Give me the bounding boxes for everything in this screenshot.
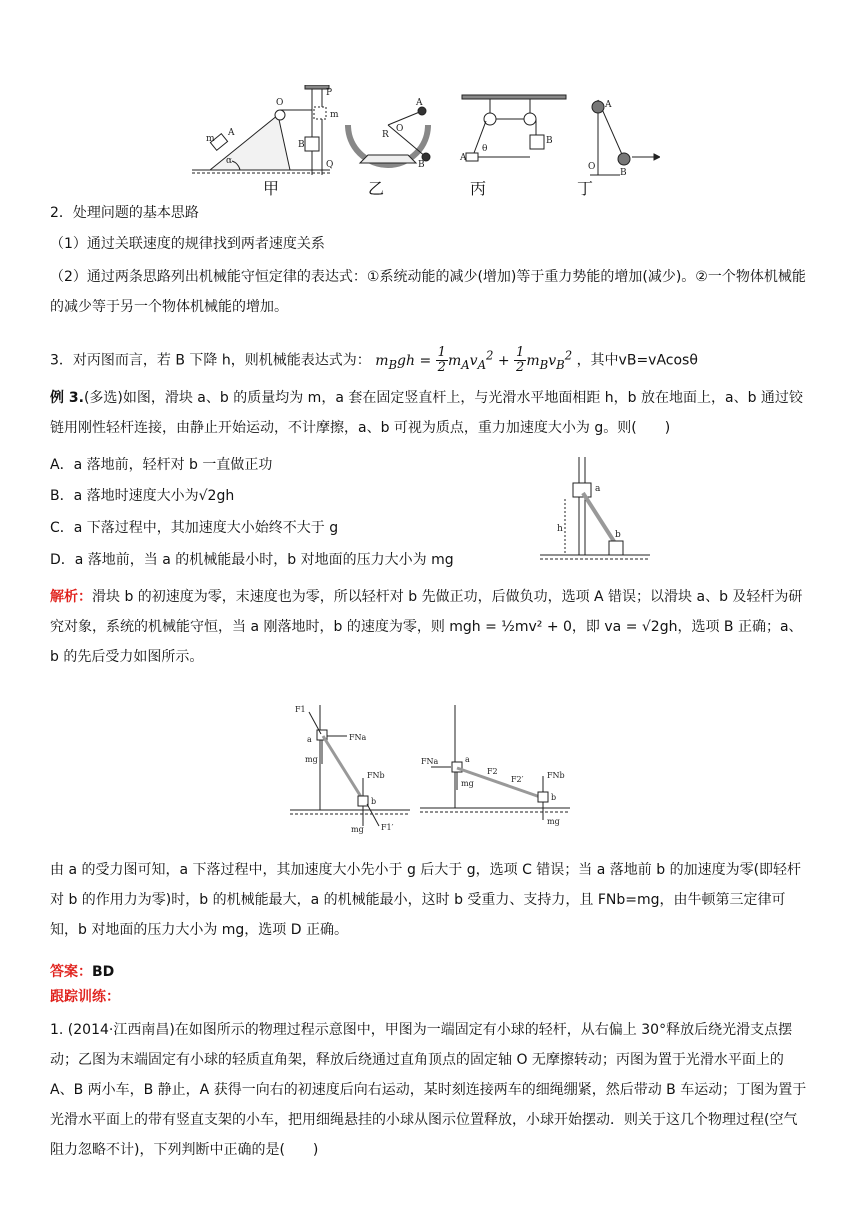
svg-text:FNa: FNa	[421, 757, 439, 766]
svg-text:A: A	[416, 98, 423, 108]
example-mark-b: b	[615, 530, 621, 540]
svg-text:A: A	[460, 153, 467, 163]
svg-text:F1′: F1′	[381, 823, 394, 832]
svg-text:B: B	[298, 140, 305, 150]
section2-heading: 2．处理问题的基本思路	[50, 205, 199, 221]
analysis-block	[50, 582, 810, 672]
figure-bing	[462, 95, 566, 161]
svg-text:R: R	[382, 130, 389, 140]
svg-text:m: m	[206, 134, 215, 144]
svg-text:O: O	[276, 98, 284, 108]
section3-text: 3．对丙图而言，若 B 下降 h，则机械能表达式为：	[50, 352, 371, 369]
svg-text:b: b	[371, 797, 377, 806]
svg-text:α: α	[226, 156, 233, 166]
analysis-text2: 由 a 的受力图可知，a 下落过程中，其加速度大小先小于 g 后大于 g，选项 C 错误；当 a 落地前 b 的加速度为零(即轻杆对 b 的作用力为零)时，b 的机械能最大，a 的机械能最小，这时 b 受重力、支持力，且 FNb=mg，由牛顿第三定律可知，b 对地面的压力大小为 mg，选项 D 正确。	[50, 862, 802, 938]
followup-question-1: 1. (2014·江西南昌)在如图所示的物理过程示意图中，甲图为一端固定有小球的轻杆，从右偏上 30°释放后绕光滑支点摆动；乙图为末端固定有小球的轻质直角架，释放后绕通过直角顶点的固定轴 O 无摩擦转动；丙图为置于光滑水平面上的 A、B 两小车，B 静止，A 获得一向右的初速度后向右运动，某时刻连接两车的细绳绷紧，然后带动 B 车运动；丁图为置于光滑水平面上的带有竖直支架的小车，把用细绳悬挂的小球从图示位置释放，小球开始摆动．则关于这几个物理过程(空气阻力忽略不计)，下列判断中正确的是( )	[50, 1022, 807, 1158]
svg-text:a: a	[465, 755, 470, 764]
figure-label-bing: 丙	[470, 179, 487, 198]
example-label: 例 3.	[50, 390, 84, 406]
example-option-b: B．a 落地时速度大小为√2gh	[50, 488, 235, 504]
figure-label-yi: 乙	[368, 179, 385, 198]
svg-text:mg: mg	[547, 817, 560, 826]
svg-text:B: B	[418, 160, 425, 170]
svg-text:mg: mg	[305, 755, 318, 764]
figure-yi	[348, 107, 430, 165]
section2-item2: （2）通过两条思路列出机械能守恒定律的表达式：①系统动能的减少(增加)等于重力势能的增加(减少)。②一个物体机械能的减少等于另一个物体机械能的增加。	[50, 269, 806, 315]
followup-heading: 跟踪训练：	[50, 989, 120, 1005]
example-mark-h: h	[557, 524, 563, 534]
figure-ding	[590, 100, 660, 175]
section3-note: ，其中vB=vAcosθ	[576, 352, 698, 369]
answer-label: 答案：	[50, 964, 92, 980]
svg-text:F1: F1	[295, 705, 306, 714]
section2-item1: （1）通过关联速度的规律找到两者速度关系	[50, 236, 325, 252]
analysis-text: 滑块 b 的初速度为零，末速度也为零，所以轻杆对 b 先做正功，后做负功，选项 A 错误；以滑块 a、b 及轻杆为研究对象，系统的机械能守恒，当 a 刚落地时，b 的速度为零，则 mgh = ½mv² + 0，即 va = √2gh，选项 B 正确；a、b 的先后受力如图所示。	[50, 589, 803, 665]
example-option-c: C．a 下落过程中，其加速度大小始终不大于 g	[50, 520, 339, 536]
svg-text:mg: mg	[461, 779, 474, 788]
svg-text:P: P	[326, 88, 333, 98]
section3-line	[50, 345, 698, 375]
svg-text:m: m	[330, 110, 339, 120]
svg-text:θ: θ	[482, 144, 488, 154]
svg-text:F2: F2	[487, 767, 498, 776]
figure-label-jia: 甲	[263, 179, 280, 198]
svg-text:A: A	[228, 128, 235, 138]
answer-value: BD	[92, 964, 115, 980]
svg-text:FNb: FNb	[547, 771, 565, 780]
example-option-d: D．a 落地前，当 a 的机械能最小时，b 对地面的压力大小为 mg	[50, 552, 454, 568]
section3-formula: $m_Bgh$ = $\frac{1}{2}$ $m_Av_A^2$ + $\frac{1}{2}$ $m_Bv_B^2$	[375, 345, 573, 376]
svg-text:O: O	[588, 162, 596, 172]
svg-text:FNa: FNa	[349, 733, 367, 742]
svg-text:A: A	[605, 100, 612, 110]
figure-jia	[192, 85, 333, 175]
svg-text:FNb: FNb	[367, 771, 385, 780]
svg-text:b: b	[551, 793, 557, 802]
analysis-label: 解析：	[50, 589, 92, 605]
svg-text:B: B	[620, 168, 627, 178]
svg-text:B: B	[546, 136, 553, 146]
answer	[50, 962, 114, 982]
svg-text:mg: mg	[351, 825, 364, 834]
svg-text:a: a	[307, 735, 312, 744]
figure-label-ding: 丁	[577, 179, 594, 198]
example-stem: 例 3.(多选)如图，滑块 a、b 的质量均为 m，a 套在固定竖直杆上，与光滑水平地面相距 h，b 放在地面上，a、b 通过铰链用刚性轻杆连接，由静止开始运动，不计摩擦，a、b 可视为质点，重力加速度大小为 g。则( )	[50, 390, 803, 436]
example-figure	[535, 455, 655, 565]
svg-text:Q: Q	[326, 160, 334, 170]
example-mark-a: a	[595, 484, 601, 494]
example-option-a: A．a 落地前，轻杆对 b 一直做正功	[50, 457, 273, 473]
svg-text:O: O	[396, 124, 404, 134]
force-diagrams	[285, 700, 575, 840]
svg-text:F2′: F2′	[511, 775, 524, 784]
